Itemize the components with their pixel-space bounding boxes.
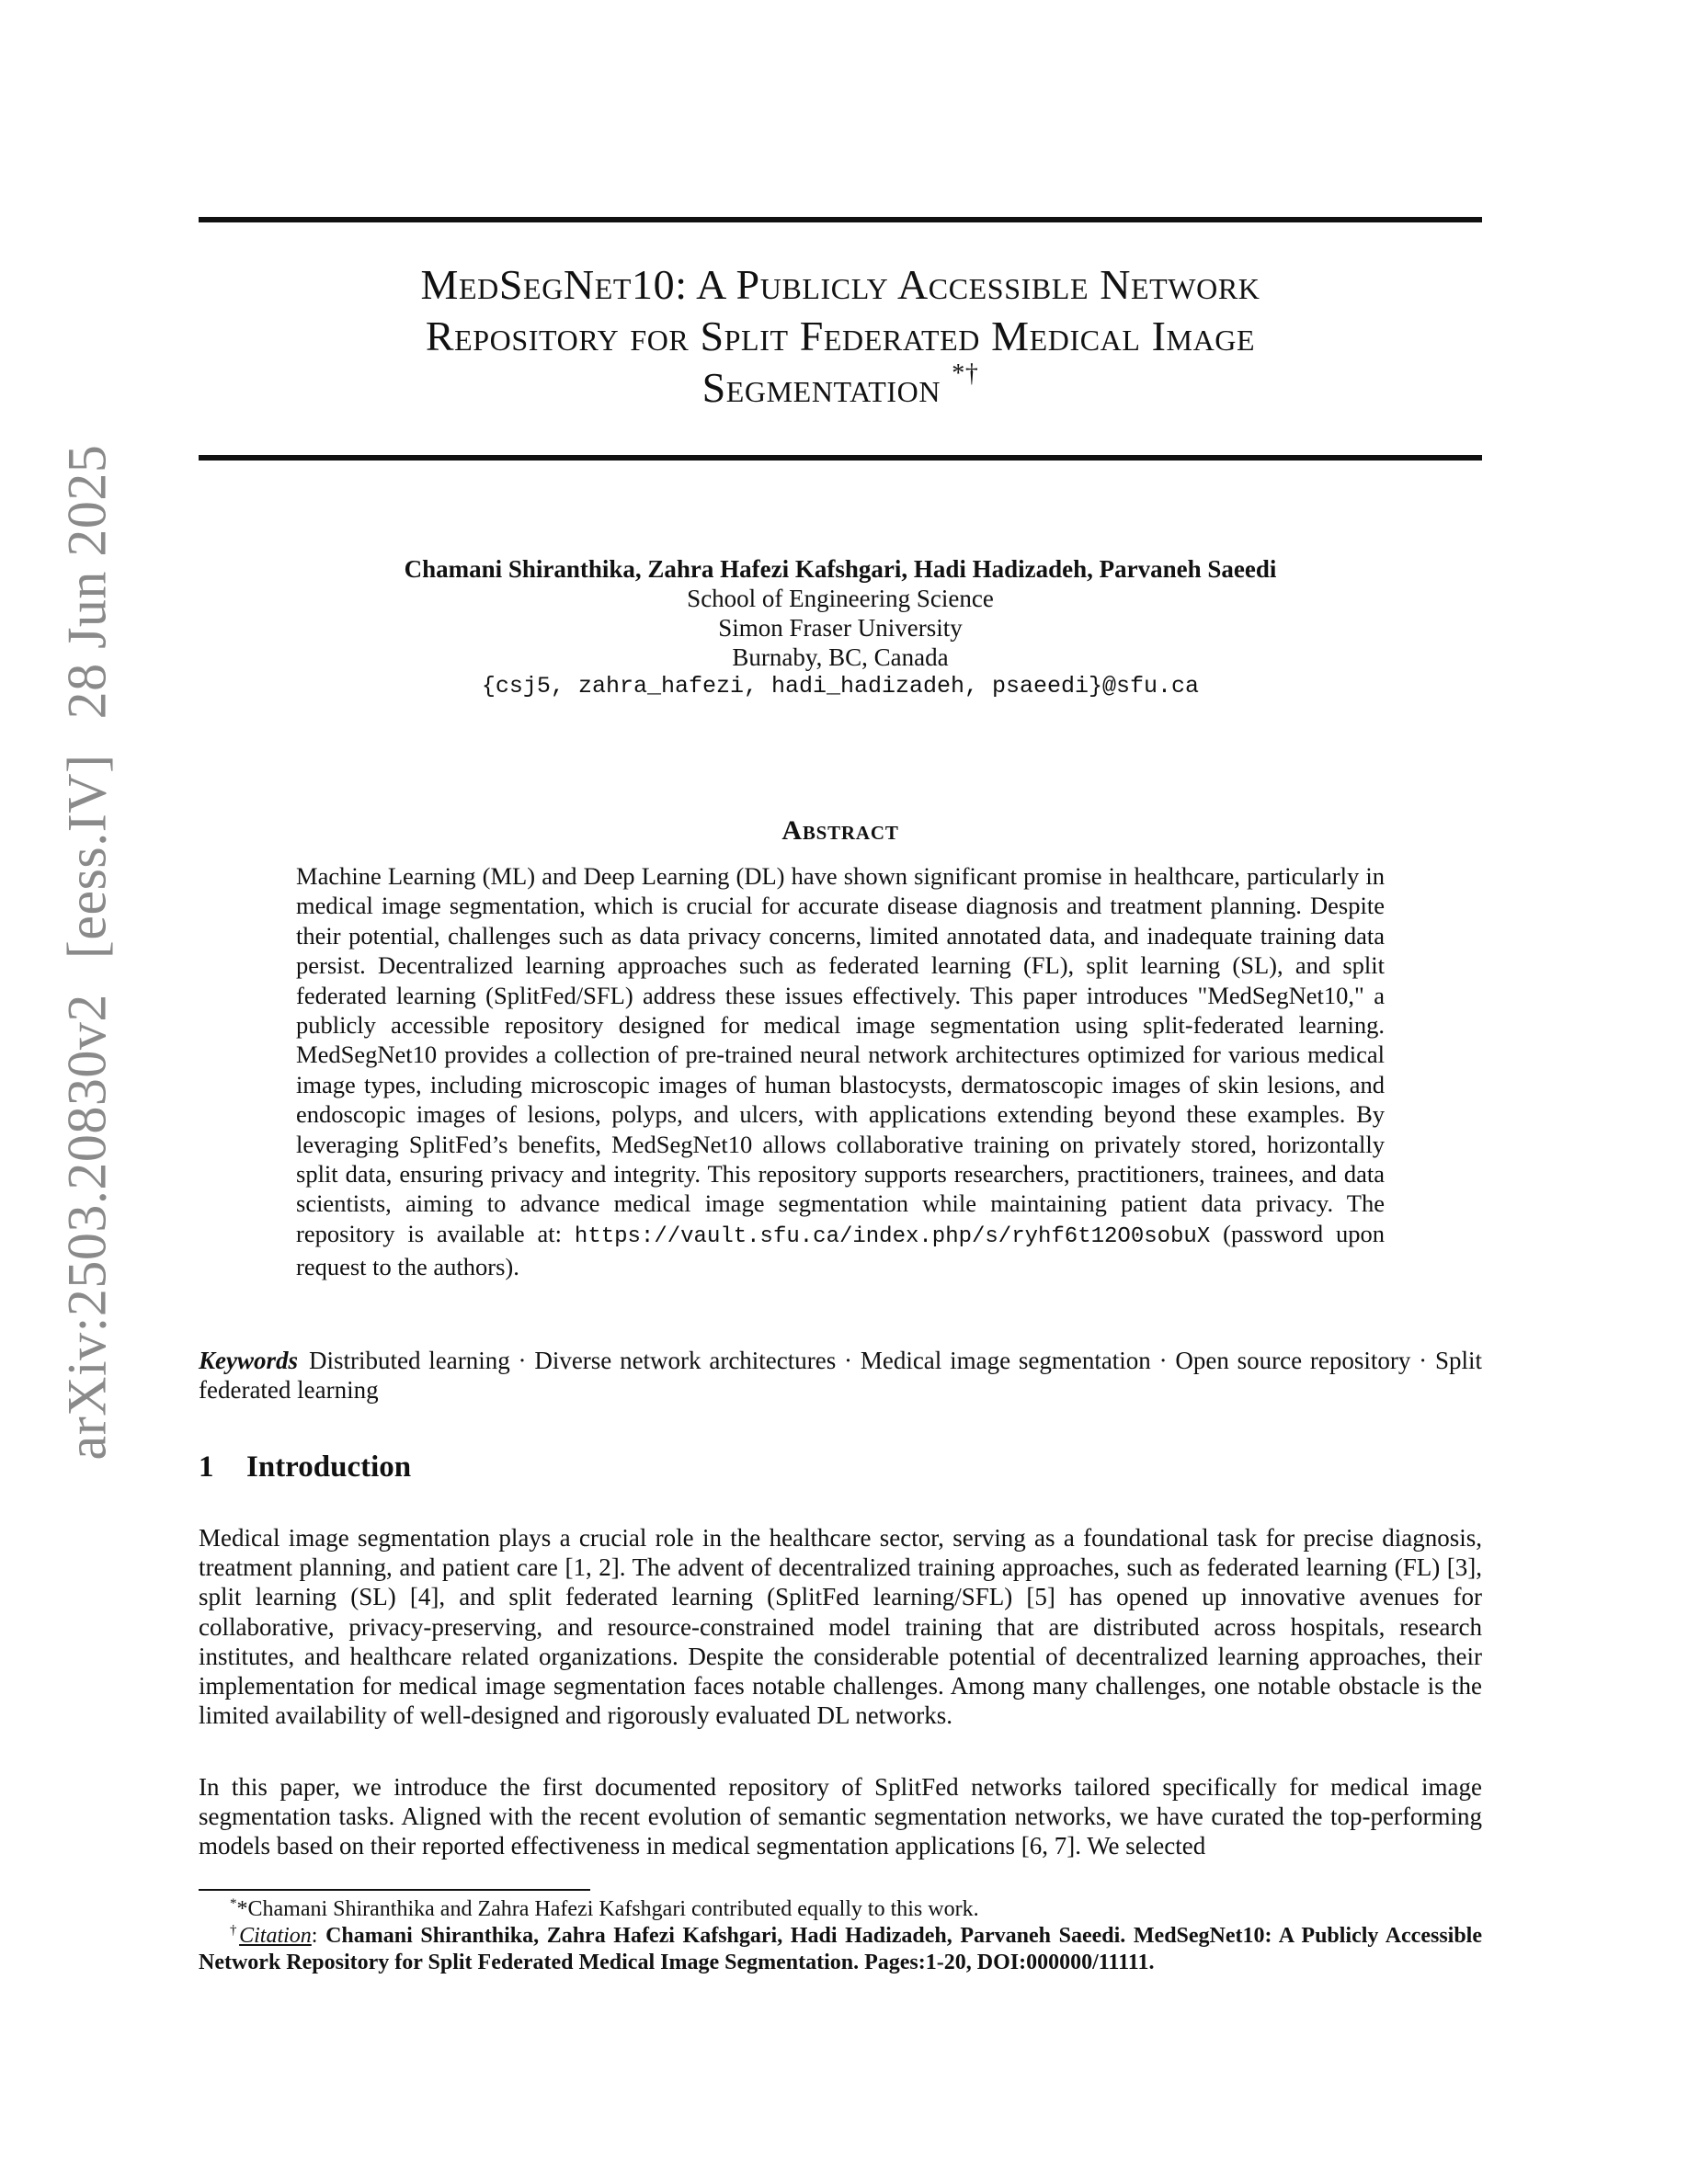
section-heading-introduction: [199, 1450, 411, 1484]
intro-paragraph-2: In this paper, we introduce the first documented repository of SplitFed networks tailored specifically for medical image segmentation tasks. Aligned with the recent evolution of semantic segmentation networks, we have curated the top-performing models based on their reported effectiveness in medical segmentation applications [6, 7]. We selected: [199, 1773, 1482, 1860]
keywords-text: Distributed learning · Diverse network architectures · Medical image segmentation · Open source repository · Split federated learning: [199, 1347, 1482, 1404]
keywords: [199, 1346, 1482, 1405]
footnote-1-text: *Chamani Shiranthika and Zahra Hafezi Kafshgari contributed equally to this work.: [236, 1897, 979, 1921]
footnote-2-text: Chamani Shiranthika, Zahra Hafezi Kafshgari, Hadi Hadizadeh, Parvaneh Saeedi. MedSegNet10: A Publicly Accessible Network Repository for Split Federated Medical Image Segmentation. Pages:1-20, DOI:000000/11111.: [199, 1924, 1483, 1974]
keywords-label: Keywords: [199, 1347, 298, 1374]
title-line-1: MedSegNet10: A Publicly Accessible Network: [420, 261, 1260, 308]
author-names: Chamani Shiranthika, Zahra Hafezi Kafshgari, Hadi Hadizadeh, Parvaneh Saeedi: [404, 555, 1277, 583]
author-location: Burnaby, BC, Canada: [732, 643, 949, 671]
section-number: 1: [199, 1450, 214, 1484]
abstract-tail: (password upon request to the authors).: [296, 1219, 1385, 1281]
arxiv-category: [eess.IV]: [56, 754, 118, 960]
title-line-2: Repository for Split Federated Medical Image: [425, 313, 1256, 359]
arxiv-date: 28 Jun 2025: [56, 444, 118, 720]
footnote-1-mark: *: [230, 1896, 237, 1911]
title-footnote-marks: *†: [952, 359, 979, 388]
abstract-text: [296, 861, 1385, 1282]
arxiv-sidebar-stamp: [56, 445, 120, 1461]
arxiv-id: arXiv:2503.20830v2: [56, 994, 118, 1461]
footnote-2: [199, 1923, 1482, 1976]
author-emails: {csj5, zahra_hafezi, hadi_hadizadeh, psaeedi}@sfu.ca: [481, 673, 1200, 700]
author-block: [199, 554, 1482, 701]
author-department: School of Engineering Science: [687, 585, 994, 612]
section-title: Introduction: [246, 1450, 412, 1484]
title-line-3-text: Segmentation: [701, 364, 941, 411]
footnote-2-sep: :: [311, 1924, 318, 1948]
abstract-heading: Abstract: [781, 815, 899, 846]
footnote-2-label: Citation: [239, 1924, 312, 1948]
paper-title: [199, 259, 1482, 414]
footnotes: [199, 1896, 1482, 1976]
footnote-rule: [199, 1889, 590, 1891]
abstract-body: Machine Learning (ML) and Deep Learning (DL) have shown significant promise in healthcare, particularly in medical image segmentation, which is crucial for accurate disease diagnosis and treatment planning. Despite their potential, challenges such as data privacy concerns, limited annotated data, and inadequate training data persist. Decentralized learning approaches such as federated learning (FL), split learning (SL), and split federated learning (SplitFed/SFL) address these issues effectively. This paper introduces "MedSegNet10," a publicly accessible repository designed for medical image segmentation using split-federated learning. MedSegNet10 provides a collection of pre-trained neural network architectures optimized for various medical image types, including microscopic images of human blastocysts, dermatoscopic images of skin lesions, and endoscopic images of lesions, polyps, and ulcers, with applications extending beyond these examples. By leveraging SplitFed’s benefits, MedSegNet10 allows collaborative training on privately stored, horizontally split data, ensuring privacy and integrity. This repository supports researchers, practitioners, trainees, and data scientists, aiming to advance medical image segmentation while maintaining patient data privacy. The repository is available at:: [296, 862, 1385, 1247]
title-rule-bottom: [199, 455, 1482, 461]
title-line-3: [199, 359, 1482, 414]
repository-link[interactable]: https://vault.sfu.ca/index.php/s/ryhf6t12O0sobuX: [574, 1223, 1211, 1249]
author-university: Simon Fraser University: [718, 614, 963, 642]
footnote-2-mark: †: [230, 1923, 240, 1938]
title-rule-top: [199, 217, 1482, 222]
footnote-1: [199, 1896, 1482, 1923]
intro-paragraph-1: Medical image segmentation plays a crucial role in the healthcare sector, serving as a foundational task for precise diagnosis, treatment planning, and patient care [1, 2]. The advent of decentralized training approaches, such as federated learning (FL) [3], split learning (SL) [4], and split federated learning (SplitFed learning/SFL) [5] has opened up innovative avenues for collaborative, privacy-preserving, and resource-constrained model training that are distributed across hospitals, research institutes, and healthcare related organizations. Despite the considerable potential of decentralized learning approaches, their implementation for medical image segmentation faces notable challenges. Among many challenges, one notable obstacle is the limited availability of well-designed and rigorously evaluated DL networks.: [199, 1524, 1482, 1730]
